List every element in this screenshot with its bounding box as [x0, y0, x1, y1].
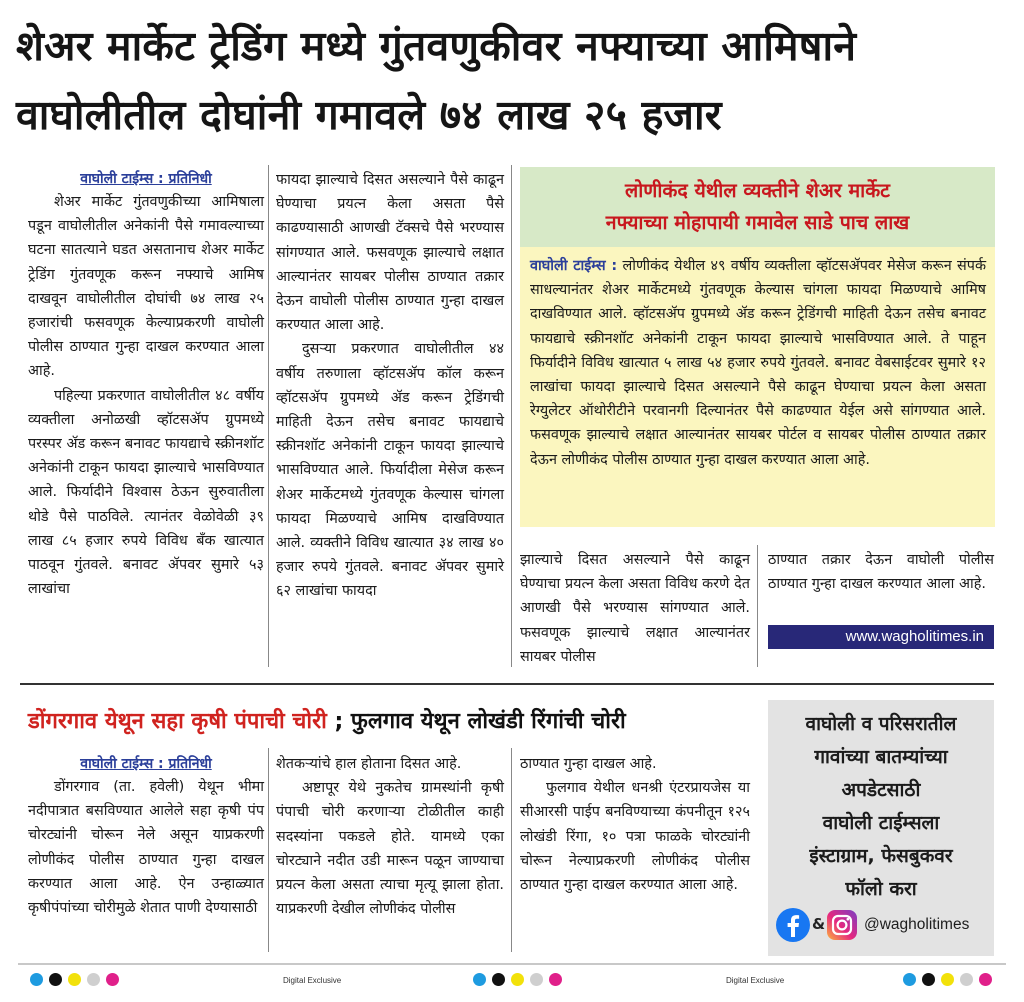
story2-column-1	[28, 775, 264, 920]
boxed-story-title-line-1: लोणीकंद येथील व्यक्तीने शेअर मार्केट	[624, 179, 891, 202]
promo-line-4: वाघोली टाईम्सला	[822, 812, 940, 834]
story1-paragraph-2: पहिल्या प्रकरणात वाघोलीतील ४८ वर्षीय व्यक्तीला अनोळखी व्हॉटसॲप ग्रुपमध्ये परस्पर ॲड करून बनावट फायद्याचे स्क्रीनशॉट अनेकांनी टाकून फायदा झाल्याचे भासविण्यात आले. फिर्यादीने विश्वास ठेऊन सुरुवातीला थोडे पैसे पाठविले. त्यानंतर वेळोवेळी ३९ लाख ८५ हजार रुपये विविध बँक खात्यात पाठवून गुंतवले. बनावट ॲपवर सुमारे ५३ लाखांचा	[28, 387, 264, 598]
footer-label-right: Digital Exclusive	[726, 976, 785, 985]
story1-byline: वाघोली टाईम्स : प्रतिनिधी	[80, 171, 212, 187]
story1-paragraph-4: दुसऱ्या प्रकरणात वाघोलीतील ४४ वर्षीय तरुणाला व्हॉटसॲप कॉल करून व्हॉटसॲप ग्रुपमध्ये ॲड करून ट्रेडिंगची माहिती देऊन तसेच बनावट फायद्याचे स्क्रीनशॉट अनेकांनी टाकून फायदा झाल्याचे भासविण्यात आले. फिर्यादीला मेसेज करून शेअर मार्केटमध्ये गुंतवणूक केल्यास चांगला फायदा मिळण्याचे आमिष दाखविण्यात आले. व्यक्तीने विविध खात्यात ३४ लाख ४० हजार रुपये गुंतवले. बनावट ॲपवर सुमारे ६२ लाखांचा फायदा	[276, 341, 504, 600]
boxed-story-text: लोणीकंद येथील ४९ वर्षीय व्यक्तीला व्हॉटसॲपवर मेसेज करून संपर्क साधल्यानंतर शेअर मार्केटमध्ये गुंतवणूक केल्यास चांगला फायदा मिळण्याचे आमिष दाखविण्यात आले. व्हॉटसॲप ग्रुपमध्ये ॲड करून ट्रेडिंगची माहिती देऊन तसेच बनावट फायद्याचे स्क्रीनशॉट अनेकांनी टाकून फायदा झाल्याचे भासविण्यात आले. ते पाहून फिर्यादीने विविध खात्यात ५ लाख ५४ हजार रुपये गुंतवले. बनावट वेबसाईटवर सुमारे १२ लाखांचा फायदा झाल्याचे दिसत असल्याने पैसे काढून घेण्याचा प्रयत्न केला असता रेग्युलेटर ऑथोरीटीने परवानगी दिल्यानंतर पैसे काढण्यात येईल असे सांगण्यात आले. फसवणूक झाल्याचे लक्षात आल्यानंतर सायबर पोर्टल व सायबर पोलीस ठाण्यात तक्रार देऊन लोणीकंद पोलीस ठाण्यात गुन्हा दाखल करण्यात आला आहे.	[530, 258, 986, 468]
registration-dot	[106, 973, 119, 986]
column-divider	[268, 748, 269, 952]
story1-paragraph-3: फायदा झाल्याचे दिसत असल्याने पैसे काढून घेण्याचा प्रयत्न केला असता पैसे काढण्यासाठी आणखी टॅक्सचे पैसे भरण्यास सांगण्यात आले. फसवणूक झाल्याचे लक्षात आल्यानंतर सायबर पोलीस ठाण्यात तक्रार देऊन वाघोली पोलीस ठाण्यात गुन्हा दाखल करण्यात आला आहे.	[276, 172, 504, 334]
story1-paragraph-6: ठाण्यात तक्रार देऊन वाघोली पोलीस ठाण्यात गुन्हा दाखल करण्यात आला आहे.	[768, 552, 994, 593]
story2-title-part-2: फुलगाव येथून लोखंडी रिंगांची चोरी	[350, 709, 626, 734]
ampersand: &	[812, 915, 826, 933]
color-registration-dots-left	[30, 973, 130, 987]
registration-dot	[960, 973, 973, 986]
column-divider	[511, 748, 512, 952]
section-divider	[20, 683, 994, 685]
registration-dot	[492, 973, 505, 986]
story2-paragraph-5: फुलगाव येथील धनश्री एंटरप्रायजेस या सीआरसी पाईप बनविण्याच्या कंपनीतून १२५ लोखंडी रिंगा, १० पत्रा फाळके चोरट्यांनी चोरून नेल्याप्रकरणी लोणीकंद पोलीस ठाण्यात गुन्हा दाखल करण्यात आला आहे.	[520, 780, 750, 894]
story2-paragraph-2: शेतकऱ्यांचे हाल होताना दिसत आहे.	[276, 756, 462, 772]
registration-dot	[511, 973, 524, 986]
registration-dot	[979, 973, 992, 986]
instagram-icon[interactable]	[826, 909, 858, 941]
color-registration-dots-center	[473, 973, 573, 987]
story2-paragraph-4: ठाण्यात गुन्हा दाखल आहे.	[520, 756, 657, 772]
registration-dot	[941, 973, 954, 986]
social-handle-row	[776, 908, 986, 942]
boxed-story-title-line-2: नफ्याच्या मोहापायी गमावेल साडे पाच लाख	[605, 211, 910, 234]
website-link[interactable]: www.wagholitimes.in	[768, 625, 994, 649]
promo-line-5: इंस्टाग्राम, फेसबुकवर	[809, 845, 953, 867]
registration-dot	[87, 973, 100, 986]
story2-paragraph-1: डोंगरगाव (ता. हवेली) येथून भीमा नदीपात्रात बसविण्यात आलेले सहा कृषी पंप चोरट्यांनी चोरून नेले असून याप्रकरणी लोणीकंद पोलीस ठाण्यात गुन्हा दाखल करण्यात आला आहे. ऐन उन्हाळ्यात कृषीपंपांच्या चोरीमुळे शेतात पाणी देण्यासाठी	[28, 779, 264, 917]
headline-line-2: वाघोलीतील दोघांनी गमावले ७४ लाख २५ हजार	[16, 91, 722, 139]
story2-column-2	[276, 752, 504, 921]
footer-label-left: Digital Exclusive	[283, 976, 342, 985]
registration-dot	[922, 973, 935, 986]
registration-dot	[549, 973, 562, 986]
story1-paragraph-5: झाल्याचे दिसत असल्याने पैसे काढून घेण्याचा प्रयत्न केला असता विविध करणे देत आणखी पैसे भरण्यास सांगण्यात आले. फसवणूक झाल्याचे लक्षात आल्यानंतर सायबर पोलीस	[520, 552, 750, 665]
boxed-story-byline: वाघोली टाईम्स :	[530, 258, 618, 274]
story1-paragraph-1: शेअर मार्केट गुंतवणुकीच्या आमिषाला पडून वाघोलीतील अनेकांनी पैसे गमावल्याच्या घटना सातत्याने घडत असतानाच शेअर मार्केट ट्रेडिंग गुंतवणूक करून नफ्याचे आमिष दाखवून वाघोलीतील दोघांची ७४ लाख २५ हजारांची फसवणूक केल्याप्रकरणी वाघोली पोलीस ठाण्यात गुन्हा दाखल करण्यात आला आहे.	[28, 194, 264, 380]
registration-dot	[68, 973, 81, 986]
footer-rule	[18, 963, 1006, 965]
story1-column-4	[768, 548, 994, 596]
story1-column-2	[276, 168, 504, 604]
column-divider	[511, 165, 512, 667]
social-promo-box	[768, 700, 994, 956]
column-divider	[268, 165, 269, 667]
facebook-icon[interactable]	[776, 908, 810, 942]
story2-title-separator: ;	[326, 709, 351, 734]
headline-line-1: शेअर मार्केट ट्रेडिंग मध्ये गुंतवणुकीवर नफ्याच्या आमिषाने	[16, 22, 857, 70]
story2-headline	[28, 705, 626, 739]
promo-line-1: वाघोली व परिसरातील	[805, 713, 957, 735]
social-handle[interactable]: @wagholitimes	[864, 916, 970, 933]
promo-line-3: अपडेटसाठी	[841, 779, 921, 801]
registration-dot	[473, 973, 486, 986]
story2-byline: वाघोली टाईम्स : प्रतिनिधी	[80, 756, 212, 772]
story1-column-3	[520, 548, 750, 669]
story2-column-3	[520, 752, 750, 897]
registration-dot	[530, 973, 543, 986]
color-registration-dots-right	[903, 973, 1003, 987]
registration-dot	[903, 973, 916, 986]
story1-column-1	[28, 190, 264, 601]
registration-dot	[30, 973, 43, 986]
story2-paragraph-3: अष्टापूर येथे नुकतेच ग्रामस्थांनी कृषी पंपाची चोरी करणाऱ्या टोळीतील काही सदस्यांना पकडले होते. यामध्ये एका चोरट्याने नदीत उडी मारून पळून जाण्याचा प्रयत्न केला असता त्याचा मृत्यू झाला होता. याप्रकरणी देखील लोणीकंद पोलीस	[276, 780, 504, 918]
registration-dot	[49, 973, 62, 986]
boxed-story-headline	[520, 167, 995, 247]
promo-line-2: गावांच्या बातम्यांच्या	[814, 746, 948, 768]
boxed-story-body	[530, 254, 986, 472]
promo-line-6: फॉलो करा	[845, 878, 917, 900]
story2-title-part-1: डोंगरगाव येथून सहा कृषी पंपाची चोरी	[28, 709, 327, 734]
column-divider	[757, 545, 758, 667]
